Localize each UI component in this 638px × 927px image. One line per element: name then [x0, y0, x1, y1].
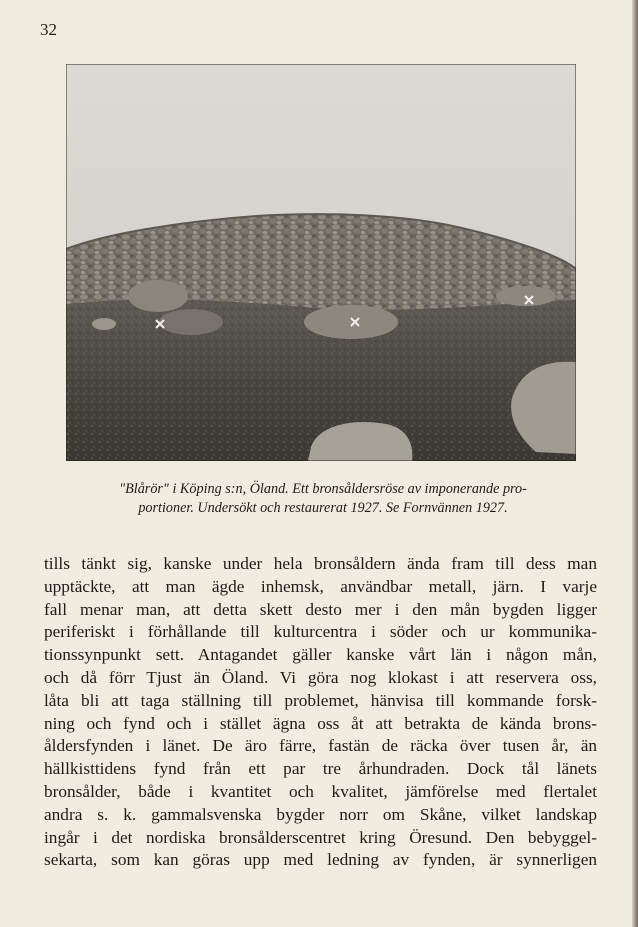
page-number: 32	[40, 20, 57, 39]
boulder	[92, 318, 116, 330]
text-line: andra s. k. gammalsvenska bygder norr om Skåne, vilket landskap	[44, 804, 597, 824]
text-line: och då förr Tjust än Öland. Vi göra nog klokast i att reservera oss,	[44, 667, 597, 687]
text-line: åldersfynden i länet. De äro färre, fastän de räcka över tusen år, än	[44, 736, 597, 756]
text-line: tionssynpunkt sett. Antagandet gäller kanske vårt län i någon mån,	[44, 645, 597, 665]
text-line: bronsålder, både i kvantitet och kvalitet, jämförelse med flertalet	[44, 781, 597, 801]
text-line: ingår i det nordiska bronsålderscentret kring Öresund. Den bebyggel-	[44, 827, 597, 847]
caption-line: portioner. Undersökt och restaurerat 1927. Se Fornvännen 1927.	[138, 500, 508, 516]
text-line: hällkisttidens fynd från ett par tre århundraden. Dock tål länets	[44, 759, 597, 779]
text-line: låta bli att taga ställning till problemet, hänvisa till kommande forsk-	[44, 690, 597, 710]
text-line: fall menar man, att detta skett desto mer i den mån bygden ligger	[44, 599, 597, 619]
text-line: tills tänkt sig, kanske under hela bronsåldern ända fram till dess man	[44, 554, 597, 573]
text-line: periferiskt i förhållande till kulturcentra i söder och ur kommunika-	[44, 622, 597, 642]
boulder	[128, 280, 188, 312]
page-edge	[632, 0, 638, 927]
boulder	[159, 309, 223, 335]
cairn-photograph	[66, 64, 576, 461]
body-text	[44, 553, 597, 872]
text-line: upptäckte, att man ägde inhemsk, användbar metall, järn. I varje	[44, 576, 597, 596]
text-line: ning och fynd och i stället ägna oss åt att betrakta de kända brons-	[44, 713, 597, 733]
boulder	[304, 305, 398, 339]
caption-line: "Blårör" i Köping s:n, Öland. Ett bronsåldersröse av imponerande pro-	[119, 481, 527, 497]
text-line: sekarta, som kan göras upp med ledning av fynden, är synnerligen	[44, 850, 597, 870]
figure-caption	[60, 480, 586, 518]
